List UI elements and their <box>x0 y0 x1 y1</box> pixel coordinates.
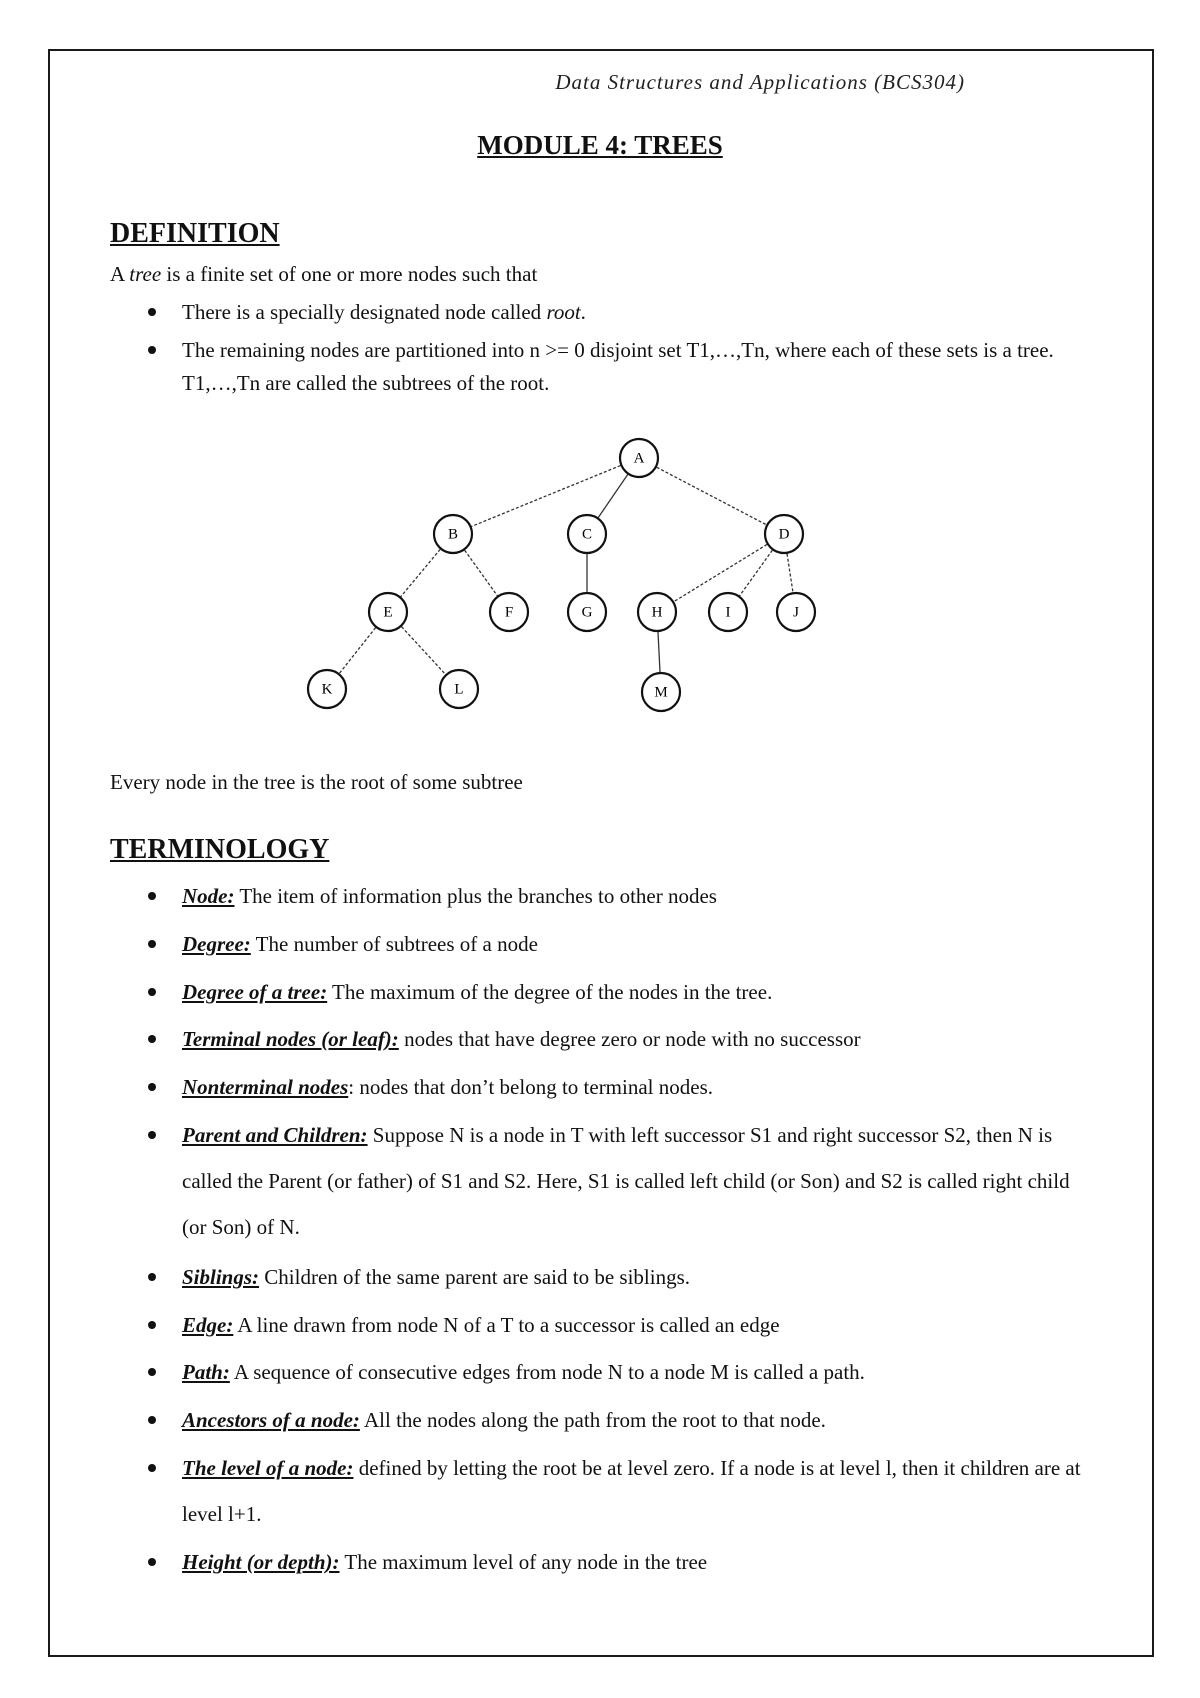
term-definition: The maximum of the degree of the nodes in the tree. <box>327 980 773 1004</box>
tree-node-label: C <box>581 526 593 543</box>
definition-bullet-subtrees: The remaining nodes are partitioned into n >= 0 disjoint set T1,…,Tn, where each of these sets is a tree. T1,…,Tn are called the subtrees of the root. <box>182 334 1082 400</box>
tree-node-j <box>777 593 815 631</box>
subtree-note: Every node in the tree is the root of some subtree <box>110 770 523 794</box>
tree-node-label: G <box>581 604 593 621</box>
term-definition: Children of the same parent are said to be siblings. <box>259 1265 691 1289</box>
term-label: Parent and Children: <box>182 1123 368 1147</box>
tree-node-m <box>642 673 680 711</box>
tree-node-h <box>638 593 676 631</box>
terminology-item <box>182 1397 1082 1443</box>
tree-node-label: K <box>321 681 333 698</box>
term-definition: defined by letting the root be at level zero. If a node is at level l, then it children are at level l+1. <box>182 1456 1081 1526</box>
bullet-dot <box>148 892 156 900</box>
tree-node-g <box>568 593 606 631</box>
term-label: Siblings: <box>182 1265 260 1289</box>
definition-intro: A tree is a finite set of one or more nodes such that <box>110 262 538 286</box>
tree-node-label: E <box>383 604 393 621</box>
term-label: Height (or depth): <box>182 1550 340 1574</box>
tree-edge-a-b <box>453 458 639 534</box>
terminology-item <box>182 921 1082 967</box>
tree-node-label: L <box>454 681 464 698</box>
term-definition: The item of information plus the branches to other nodes <box>234 884 717 908</box>
terminology-item <box>182 1539 1082 1585</box>
term-label: Terminal nodes (or leaf): <box>182 1027 399 1051</box>
terminology-item <box>182 1254 1082 1300</box>
term-label: Ancestors of a node: <box>182 1408 360 1432</box>
bullet-dot <box>148 1035 156 1043</box>
bullet-dot <box>148 1321 156 1329</box>
document-header: Data Structures and Applications (BCS304) <box>555 70 965 94</box>
tree-node-l <box>440 670 478 708</box>
bullet-dot <box>148 1131 156 1139</box>
bullet-dot <box>148 1083 156 1091</box>
terminology-item <box>182 1445 1082 1537</box>
terminology-item <box>182 1112 1082 1250</box>
term-definition: nodes that have degree zero or node with no successor <box>398 1027 861 1051</box>
tree-node-d <box>765 515 803 553</box>
tree-node-label: H <box>651 604 663 621</box>
bullet-dot <box>148 308 156 316</box>
term-label: Node: <box>182 884 235 908</box>
tree-node-k <box>308 670 346 708</box>
tree-edge-a-d <box>639 458 784 534</box>
term-label: Degree of a tree: <box>182 980 328 1004</box>
terminology-heading: TERMINOLOGY <box>110 834 330 865</box>
tree-node-label: D <box>778 526 790 543</box>
bullet-dot <box>148 1368 156 1376</box>
tree-node-c <box>568 515 606 553</box>
bullet-dot <box>148 1464 156 1472</box>
terminology-item <box>182 1302 1082 1348</box>
terminology-item <box>182 1016 1082 1062</box>
term-label: Path: <box>182 1360 230 1384</box>
term-definition: The number of subtrees of a node <box>250 932 538 956</box>
tree-node-a <box>620 439 658 477</box>
terminology-item <box>182 969 1082 1015</box>
term-definition: : nodes that don’t belong to terminal nodes. <box>348 1075 714 1099</box>
tree-node-label: M <box>654 684 668 701</box>
tree-diagram <box>300 430 900 730</box>
tree-node-b <box>434 515 472 553</box>
term-label: Edge: <box>182 1313 234 1337</box>
tree-node-e <box>369 593 407 631</box>
tree-node-label: J <box>793 604 799 621</box>
terminology-item <box>182 873 1082 919</box>
term-definition: A sequence of consecutive edges from node N to a node M is called a path. <box>229 1360 865 1384</box>
bullet-dot <box>148 1416 156 1424</box>
definition-heading: DEFINITION <box>110 218 280 249</box>
tree-node-label: A <box>633 450 645 467</box>
bullet-dot <box>148 1558 156 1566</box>
bullet-dot <box>148 988 156 996</box>
term-definition: The maximum level of any node in the tree <box>339 1550 708 1574</box>
term-definition: All the nodes along the path from the root to that node. <box>359 1408 826 1432</box>
tree-node-label: I <box>725 604 731 621</box>
term-label: Nonterminal nodes <box>182 1075 349 1099</box>
terminology-item <box>182 1064 1082 1110</box>
term-label: The level of a node: <box>182 1456 354 1480</box>
module-title: MODULE 4: TREES <box>477 130 723 160</box>
term-definition: Suppose N is a node in T with left successor S1 and right successor S2, then N is called the Parent (or father) of S1 and S2. Here, S1 is called left child (or Son) and S2 is called right child (or Son) of N. <box>182 1123 1070 1239</box>
tree-node-label: F <box>504 604 514 621</box>
tree-node-f <box>490 593 528 631</box>
definition-bullet-root: There is a specially designated node called root. <box>182 296 1082 329</box>
bullet-dot <box>148 346 156 354</box>
bullet-dot <box>148 1273 156 1281</box>
tree-node-label: B <box>447 526 459 543</box>
term-definition: A line drawn from node N of a T to a successor is called an edge <box>233 1313 780 1337</box>
bullet-dot <box>148 940 156 948</box>
terminology-item <box>182 1349 1082 1395</box>
tree-node-i <box>709 593 747 631</box>
term-label: Degree: <box>182 932 251 956</box>
